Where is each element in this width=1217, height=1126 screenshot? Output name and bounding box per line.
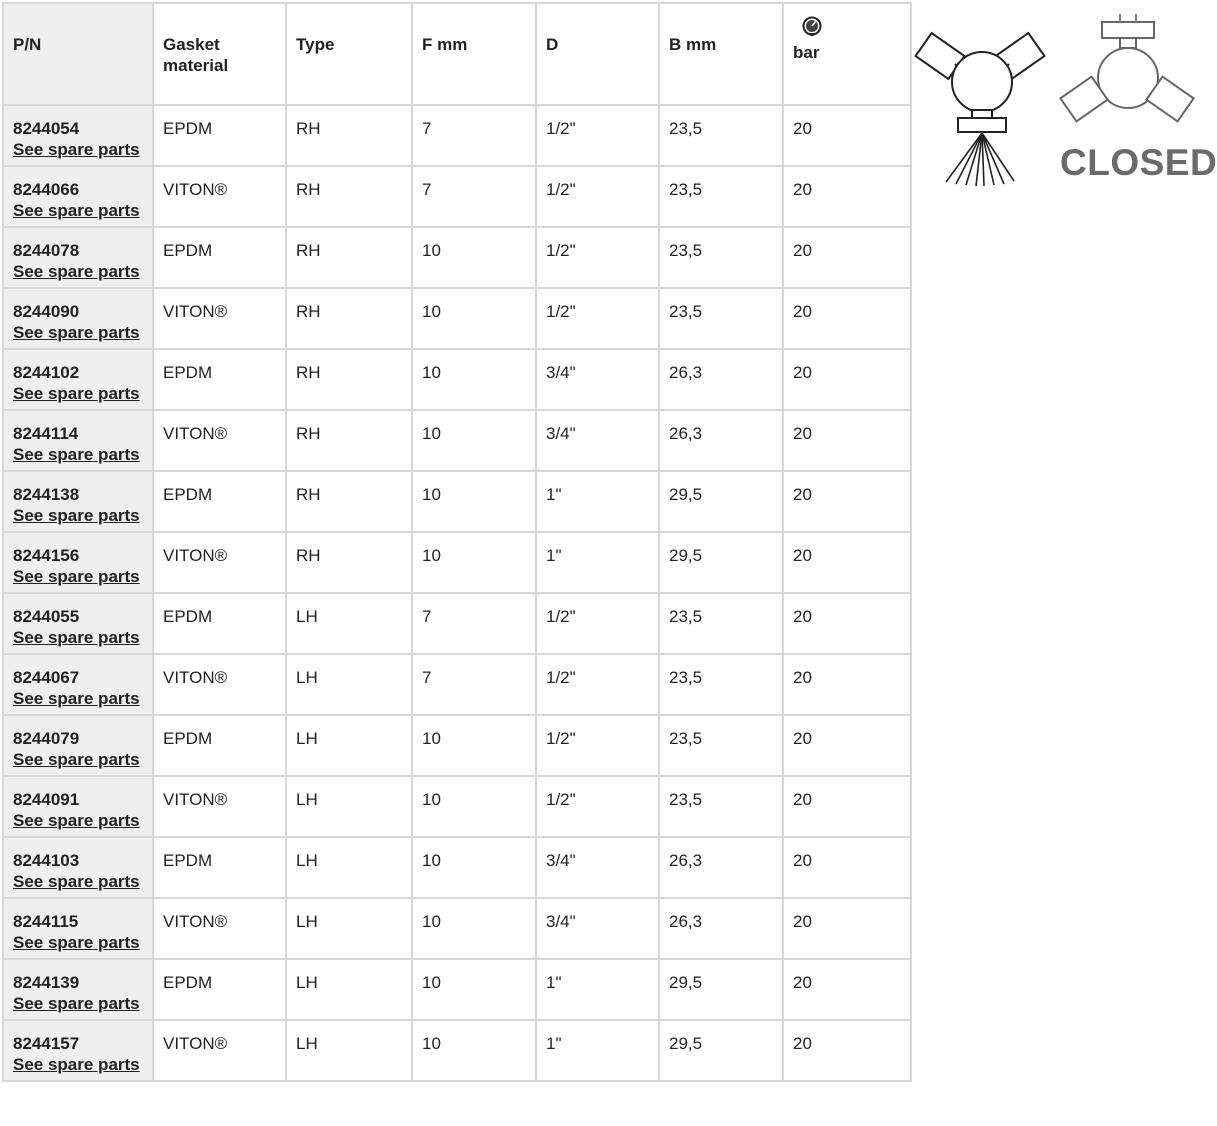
cell-d: 1/2" bbox=[536, 593, 659, 654]
cell-d: 1/2" bbox=[536, 715, 659, 776]
cell-f-mm: 7 bbox=[412, 166, 536, 227]
cell-type: RH bbox=[286, 227, 412, 288]
part-number: 8244090 bbox=[13, 302, 80, 321]
cell-gasket-material: EPDM bbox=[153, 593, 286, 654]
cell-gasket-material: VITON® bbox=[153, 532, 286, 593]
cell-bar: 20 bbox=[783, 837, 911, 898]
table-row bbox=[3, 166, 911, 227]
see-spare-parts-link[interactable]: See spare parts bbox=[13, 811, 140, 830]
header-bar-label: bar bbox=[793, 43, 820, 62]
part-number: 8244067 bbox=[13, 668, 80, 687]
cell-bar: 20 bbox=[783, 227, 911, 288]
cell-bar: 20 bbox=[783, 776, 911, 837]
cell-pn bbox=[3, 288, 153, 349]
cell-d: 3/4" bbox=[536, 837, 659, 898]
table-header-row bbox=[3, 3, 911, 105]
cell-d: 1/2" bbox=[536, 227, 659, 288]
part-number: 8244066 bbox=[13, 180, 80, 199]
see-spare-parts-link[interactable]: See spare parts bbox=[13, 140, 140, 159]
header-type: Type bbox=[286, 3, 412, 105]
cell-d: 1" bbox=[536, 532, 659, 593]
cell-b-mm: 26,3 bbox=[659, 898, 783, 959]
see-spare-parts-link[interactable]: See spare parts bbox=[13, 567, 140, 586]
cell-type: RH bbox=[286, 166, 412, 227]
cell-gasket-material: VITON® bbox=[153, 898, 286, 959]
part-number: 8244114 bbox=[13, 424, 79, 443]
cell-type: RH bbox=[286, 288, 412, 349]
see-spare-parts-link[interactable]: See spare parts bbox=[13, 262, 140, 281]
cell-bar: 20 bbox=[783, 654, 911, 715]
cell-f-mm: 10 bbox=[412, 715, 536, 776]
cell-b-mm: 23,5 bbox=[659, 288, 783, 349]
cell-d: 1" bbox=[536, 959, 659, 1020]
header-f-mm: F mm bbox=[412, 3, 536, 105]
cell-f-mm: 10 bbox=[412, 471, 536, 532]
cell-gasket-material: VITON® bbox=[153, 1020, 286, 1081]
cell-b-mm: 26,3 bbox=[659, 349, 783, 410]
cell-type: RH bbox=[286, 410, 412, 471]
cell-gasket-material: VITON® bbox=[153, 776, 286, 837]
table-row bbox=[3, 776, 911, 837]
part-number: 8244054 bbox=[13, 119, 80, 138]
cell-pn bbox=[3, 959, 153, 1020]
cell-gasket-material: VITON® bbox=[153, 654, 286, 715]
cell-bar: 20 bbox=[783, 593, 911, 654]
cell-type: LH bbox=[286, 776, 412, 837]
cell-type: LH bbox=[286, 715, 412, 776]
cell-gasket-material: VITON® bbox=[153, 166, 286, 227]
cell-bar: 20 bbox=[783, 898, 911, 959]
cell-bar: 20 bbox=[783, 959, 911, 1020]
cell-pn bbox=[3, 349, 153, 410]
closed-label: CLOSED bbox=[1060, 142, 1217, 183]
table-row bbox=[3, 1020, 911, 1081]
cell-type: LH bbox=[286, 593, 412, 654]
cell-pn bbox=[3, 715, 153, 776]
header-bar bbox=[783, 3, 911, 105]
cell-gasket-material: VITON® bbox=[153, 288, 286, 349]
cell-gasket-material: EPDM bbox=[153, 227, 286, 288]
cell-type: RH bbox=[286, 471, 412, 532]
cell-b-mm: 23,5 bbox=[659, 776, 783, 837]
cell-bar: 20 bbox=[783, 166, 911, 227]
cell-pn bbox=[3, 532, 153, 593]
cell-b-mm: 23,5 bbox=[659, 593, 783, 654]
cell-b-mm: 23,5 bbox=[659, 654, 783, 715]
cell-b-mm: 26,3 bbox=[659, 837, 783, 898]
see-spare-parts-link[interactable]: See spare parts bbox=[13, 933, 140, 952]
part-number: 8244115 bbox=[13, 912, 79, 931]
cell-gasket-material: EPDM bbox=[153, 837, 286, 898]
part-number: 8244078 bbox=[13, 241, 80, 260]
cell-f-mm: 10 bbox=[412, 898, 536, 959]
see-spare-parts-link[interactable]: See spare parts bbox=[13, 201, 140, 220]
see-spare-parts-link[interactable]: See spare parts bbox=[13, 994, 140, 1013]
see-spare-parts-link[interactable]: See spare parts bbox=[13, 628, 140, 647]
cell-f-mm: 7 bbox=[412, 105, 536, 166]
cell-d: 1" bbox=[536, 1020, 659, 1081]
cell-type: LH bbox=[286, 654, 412, 715]
cell-d: 3/4" bbox=[536, 410, 659, 471]
table-row bbox=[3, 105, 911, 166]
cell-f-mm: 7 bbox=[412, 593, 536, 654]
see-spare-parts-link[interactable]: See spare parts bbox=[13, 872, 140, 891]
see-spare-parts-link[interactable]: See spare parts bbox=[13, 1055, 140, 1074]
header-gasket-material bbox=[153, 3, 286, 105]
cell-pn bbox=[3, 105, 153, 166]
table-row bbox=[3, 715, 911, 776]
part-number: 8244055 bbox=[13, 607, 80, 626]
cell-b-mm: 29,5 bbox=[659, 532, 783, 593]
cell-bar: 20 bbox=[783, 349, 911, 410]
cell-bar: 20 bbox=[783, 532, 911, 593]
table-row bbox=[3, 593, 911, 654]
cell-type: LH bbox=[286, 898, 412, 959]
cell-f-mm: 10 bbox=[412, 959, 536, 1020]
cell-gasket-material: EPDM bbox=[153, 715, 286, 776]
cell-b-mm: 29,5 bbox=[659, 471, 783, 532]
part-number: 8244091 bbox=[13, 790, 80, 809]
table-row bbox=[3, 349, 911, 410]
cell-pn bbox=[3, 654, 153, 715]
cell-type: LH bbox=[286, 1020, 412, 1081]
cell-pn bbox=[3, 227, 153, 288]
cell-bar: 20 bbox=[783, 410, 911, 471]
nozzle-spraying-icon bbox=[918, 14, 1046, 189]
cell-f-mm: 10 bbox=[412, 776, 536, 837]
cell-bar: 20 bbox=[783, 715, 911, 776]
cell-gasket-material: VITON® bbox=[153, 410, 286, 471]
cell-type: LH bbox=[286, 837, 412, 898]
cell-b-mm: 29,5 bbox=[659, 959, 783, 1020]
table-row bbox=[3, 898, 911, 959]
cell-d: 1/2" bbox=[536, 654, 659, 715]
cell-b-mm: 26,3 bbox=[659, 410, 783, 471]
header-pn: P/N bbox=[3, 3, 153, 105]
cell-b-mm: 29,5 bbox=[659, 1020, 783, 1081]
cell-gasket-material: EPDM bbox=[153, 471, 286, 532]
see-spare-parts-link[interactable]: See spare parts bbox=[13, 750, 140, 769]
cell-gasket-material: EPDM bbox=[153, 349, 286, 410]
table-row bbox=[3, 471, 911, 532]
cell-f-mm: 7 bbox=[412, 654, 536, 715]
cell-f-mm: 10 bbox=[412, 349, 536, 410]
table-row bbox=[3, 227, 911, 288]
see-spare-parts-link[interactable]: See spare parts bbox=[13, 323, 140, 342]
cell-d: 1/2" bbox=[536, 776, 659, 837]
cell-pn bbox=[3, 776, 153, 837]
cell-d: 3/4" bbox=[536, 349, 659, 410]
header-d: D bbox=[536, 3, 659, 105]
cell-bar: 20 bbox=[783, 105, 911, 166]
header-gasket-line1: Gasket bbox=[163, 35, 220, 54]
see-spare-parts-link[interactable]: See spare parts bbox=[13, 689, 140, 708]
see-spare-parts-link[interactable]: See spare parts bbox=[13, 384, 140, 403]
table-row bbox=[3, 532, 911, 593]
cell-f-mm: 10 bbox=[412, 410, 536, 471]
cell-type: RH bbox=[286, 349, 412, 410]
cell-f-mm: 10 bbox=[412, 288, 536, 349]
pressure-gauge-icon bbox=[802, 16, 822, 36]
part-number: 8244103 bbox=[13, 851, 80, 870]
header-b-mm: B mm bbox=[659, 3, 783, 105]
header-gasket-line2: material bbox=[163, 56, 229, 75]
cell-pn bbox=[3, 410, 153, 471]
cell-bar: 20 bbox=[783, 1020, 911, 1081]
cell-bar: 20 bbox=[783, 288, 911, 349]
see-spare-parts-link[interactable]: See spare parts bbox=[13, 506, 140, 525]
cell-type: RH bbox=[286, 532, 412, 593]
table-row bbox=[3, 959, 911, 1020]
cell-d: 1/2" bbox=[536, 288, 659, 349]
cell-gasket-material: EPDM bbox=[153, 105, 286, 166]
part-number: 8244102 bbox=[13, 363, 80, 382]
table-row bbox=[3, 654, 911, 715]
nozzle-closed-icon bbox=[1062, 14, 1192, 134]
cell-d: 3/4" bbox=[536, 898, 659, 959]
cell-pn bbox=[3, 471, 153, 532]
cell-d: 1" bbox=[536, 471, 659, 532]
cell-pn bbox=[3, 593, 153, 654]
cell-f-mm: 10 bbox=[412, 837, 536, 898]
cell-f-mm: 10 bbox=[412, 227, 536, 288]
part-number: 8244139 bbox=[13, 973, 80, 992]
cell-pn bbox=[3, 166, 153, 227]
spare-parts-table bbox=[2, 2, 912, 1082]
part-number: 8244157 bbox=[13, 1034, 80, 1053]
cell-bar: 20 bbox=[783, 471, 911, 532]
cell-pn bbox=[3, 898, 153, 959]
cell-d: 1/2" bbox=[536, 105, 659, 166]
cell-d: 1/2" bbox=[536, 166, 659, 227]
cell-f-mm: 10 bbox=[412, 532, 536, 593]
cell-b-mm: 23,5 bbox=[659, 105, 783, 166]
cell-b-mm: 23,5 bbox=[659, 227, 783, 288]
cell-type: RH bbox=[286, 105, 412, 166]
cell-type: LH bbox=[286, 959, 412, 1020]
table-row bbox=[3, 410, 911, 471]
cell-b-mm: 23,5 bbox=[659, 715, 783, 776]
table-row bbox=[3, 288, 911, 349]
table-row bbox=[3, 837, 911, 898]
cell-pn bbox=[3, 837, 153, 898]
part-number: 8244079 bbox=[13, 729, 80, 748]
part-number: 8244138 bbox=[13, 485, 80, 504]
cell-f-mm: 10 bbox=[412, 1020, 536, 1081]
part-number: 8244156 bbox=[13, 546, 80, 565]
cell-pn bbox=[3, 1020, 153, 1081]
cell-b-mm: 23,5 bbox=[659, 166, 783, 227]
cell-gasket-material: EPDM bbox=[153, 959, 286, 1020]
see-spare-parts-link[interactable]: See spare parts bbox=[13, 445, 140, 464]
